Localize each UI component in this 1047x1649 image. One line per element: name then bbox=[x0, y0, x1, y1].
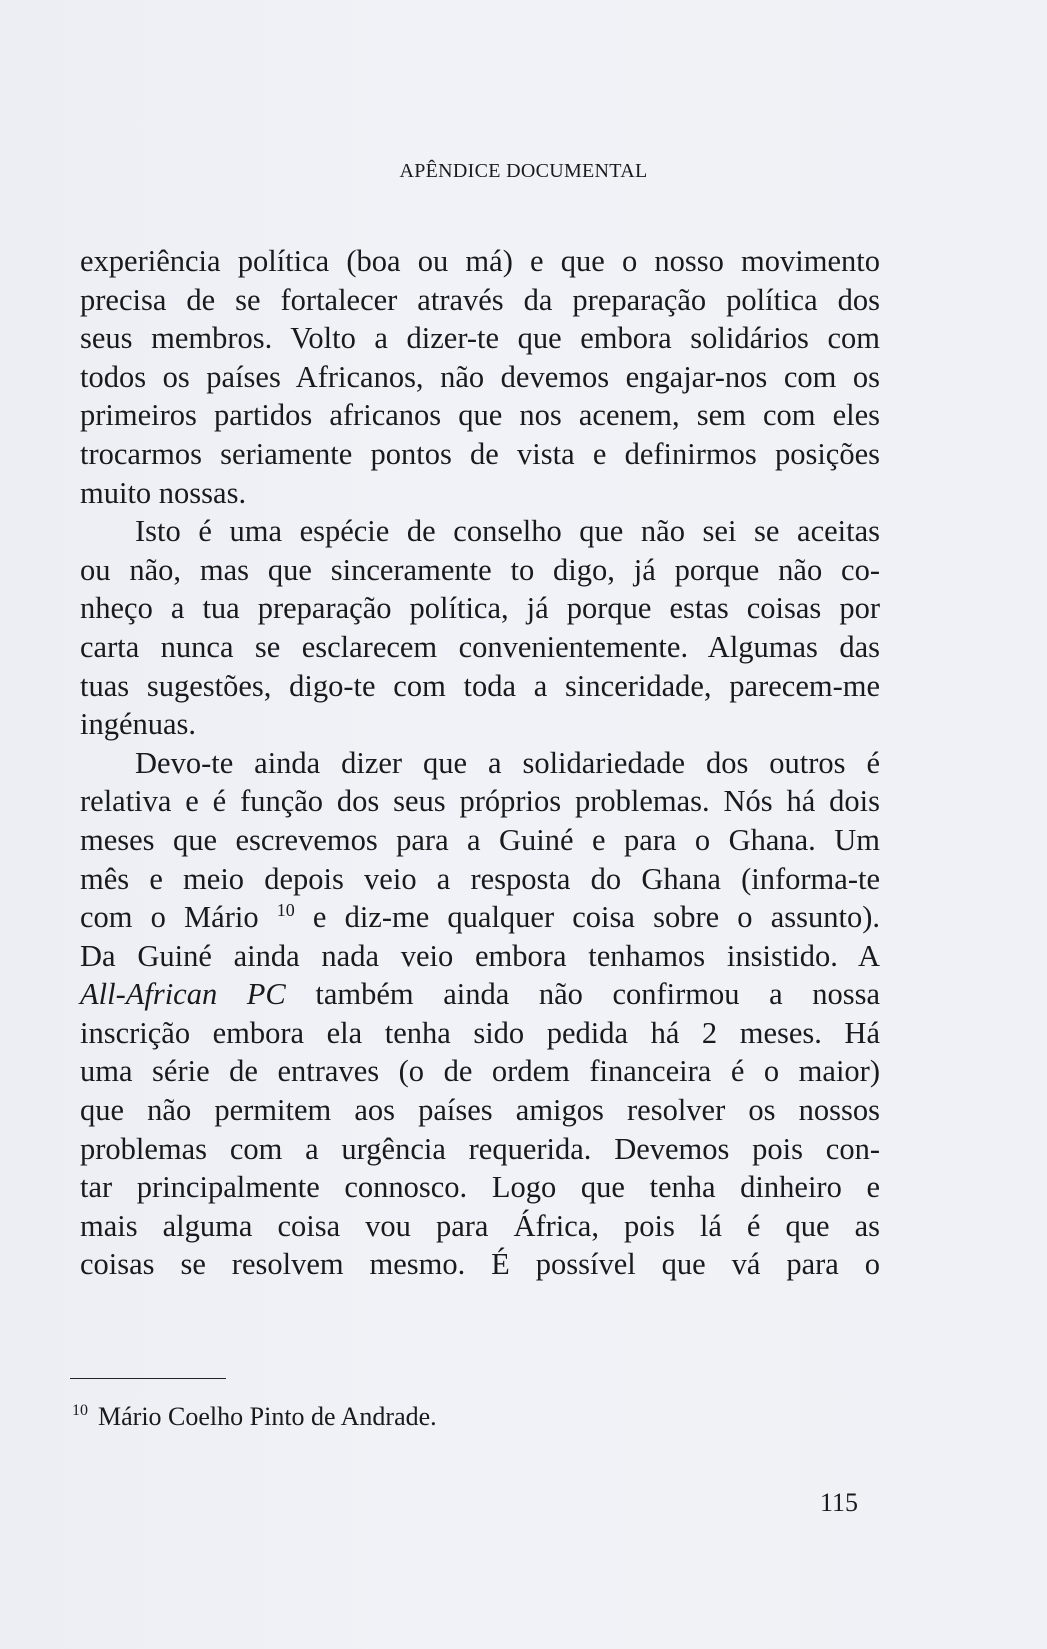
text-line: nheço a tua preparação política, já porque estas coisas por bbox=[80, 591, 880, 626]
text-line bbox=[80, 975, 880, 1014]
text-line: Devo-te ainda dizer que a solidariedade dos outros é bbox=[135, 745, 880, 780]
text-line: mais alguma coisa vou para África, pois lá é que as bbox=[80, 1208, 880, 1243]
text-line: carta nunca se esclarecem convenientemente. Algumas das bbox=[80, 629, 880, 664]
text-line: precisa de se fortalecer através da preparação política dos bbox=[80, 282, 880, 317]
text-line: problemas com a urgência requerida. Devemos pois con- bbox=[80, 1131, 880, 1166]
text-line: todos os países Africanos, não devemos engajar-nos com os bbox=[80, 359, 880, 394]
text-segment: e diz-me qualquer coisa sobre o assunto). bbox=[294, 900, 880, 935]
text-line: ou não, mas que sinceramente to digo, já porque não co- bbox=[80, 552, 880, 587]
text-line: inscrição embora ela tenha sido pedida há 2 meses. Há bbox=[80, 1015, 880, 1050]
text-line: que não permitem aos países amigos resolver os nossos bbox=[80, 1093, 880, 1128]
text-line bbox=[80, 898, 880, 937]
text-line: Da Guiné ainda nada veio embora tenhamos insistido. A bbox=[80, 938, 880, 973]
footnote-number: 10 bbox=[72, 1402, 88, 1420]
text-line: trocarmos seriamente pontos de vista e definirmos posições bbox=[80, 436, 880, 471]
footnote-reference: 10 bbox=[276, 899, 295, 920]
italic-title: All-African PC bbox=[80, 977, 286, 1012]
text-line: Isto é uma espécie de conselho que não sei se aceitas bbox=[135, 514, 880, 549]
text-segment: também ainda não confirmou a nossa bbox=[285, 977, 880, 1012]
text-line: tar principalmente connosco. Logo que tenha dinheiro e bbox=[80, 1170, 880, 1205]
text-line: relativa e é função dos seus próprios problemas. Nós há dois bbox=[80, 784, 880, 819]
text-line: ingénuas. bbox=[80, 707, 197, 742]
text-line: meses que escrevemos para a Guiné e para o Ghana. Um bbox=[80, 822, 880, 857]
text-line: muito nossas. bbox=[80, 475, 247, 510]
text-line: tuas sugestões, digo-te com toda a sinceridade, parecem-me bbox=[80, 668, 880, 703]
body-text bbox=[80, 242, 880, 1284]
text-line: mês e meio depois veio a resposta do Ghana (informa-te bbox=[80, 861, 880, 896]
text-line: uma série de entraves (o de ordem financeira é o maior) bbox=[80, 1054, 880, 1089]
running-head: APÊNDICE DOCUMENTAL bbox=[399, 160, 648, 182]
page-number: 115 bbox=[820, 1488, 859, 1517]
footnote bbox=[72, 1402, 437, 1432]
text-line: coisas se resolvem mesmo. É possível que vá para o bbox=[80, 1247, 880, 1282]
text-line: primeiros partidos africanos que nos acenem, sem com eles bbox=[80, 398, 880, 433]
text-line: seus membros. Volto a dizer-te que embora solidários com bbox=[80, 321, 880, 356]
footnote-divider bbox=[70, 1378, 226, 1379]
text-segment: com o Mário bbox=[80, 900, 277, 935]
footnote-text: Mário Coelho Pinto de Andrade. bbox=[98, 1402, 437, 1431]
text-line: experiência política (boa ou má) e que o nosso movimento bbox=[80, 244, 880, 278]
